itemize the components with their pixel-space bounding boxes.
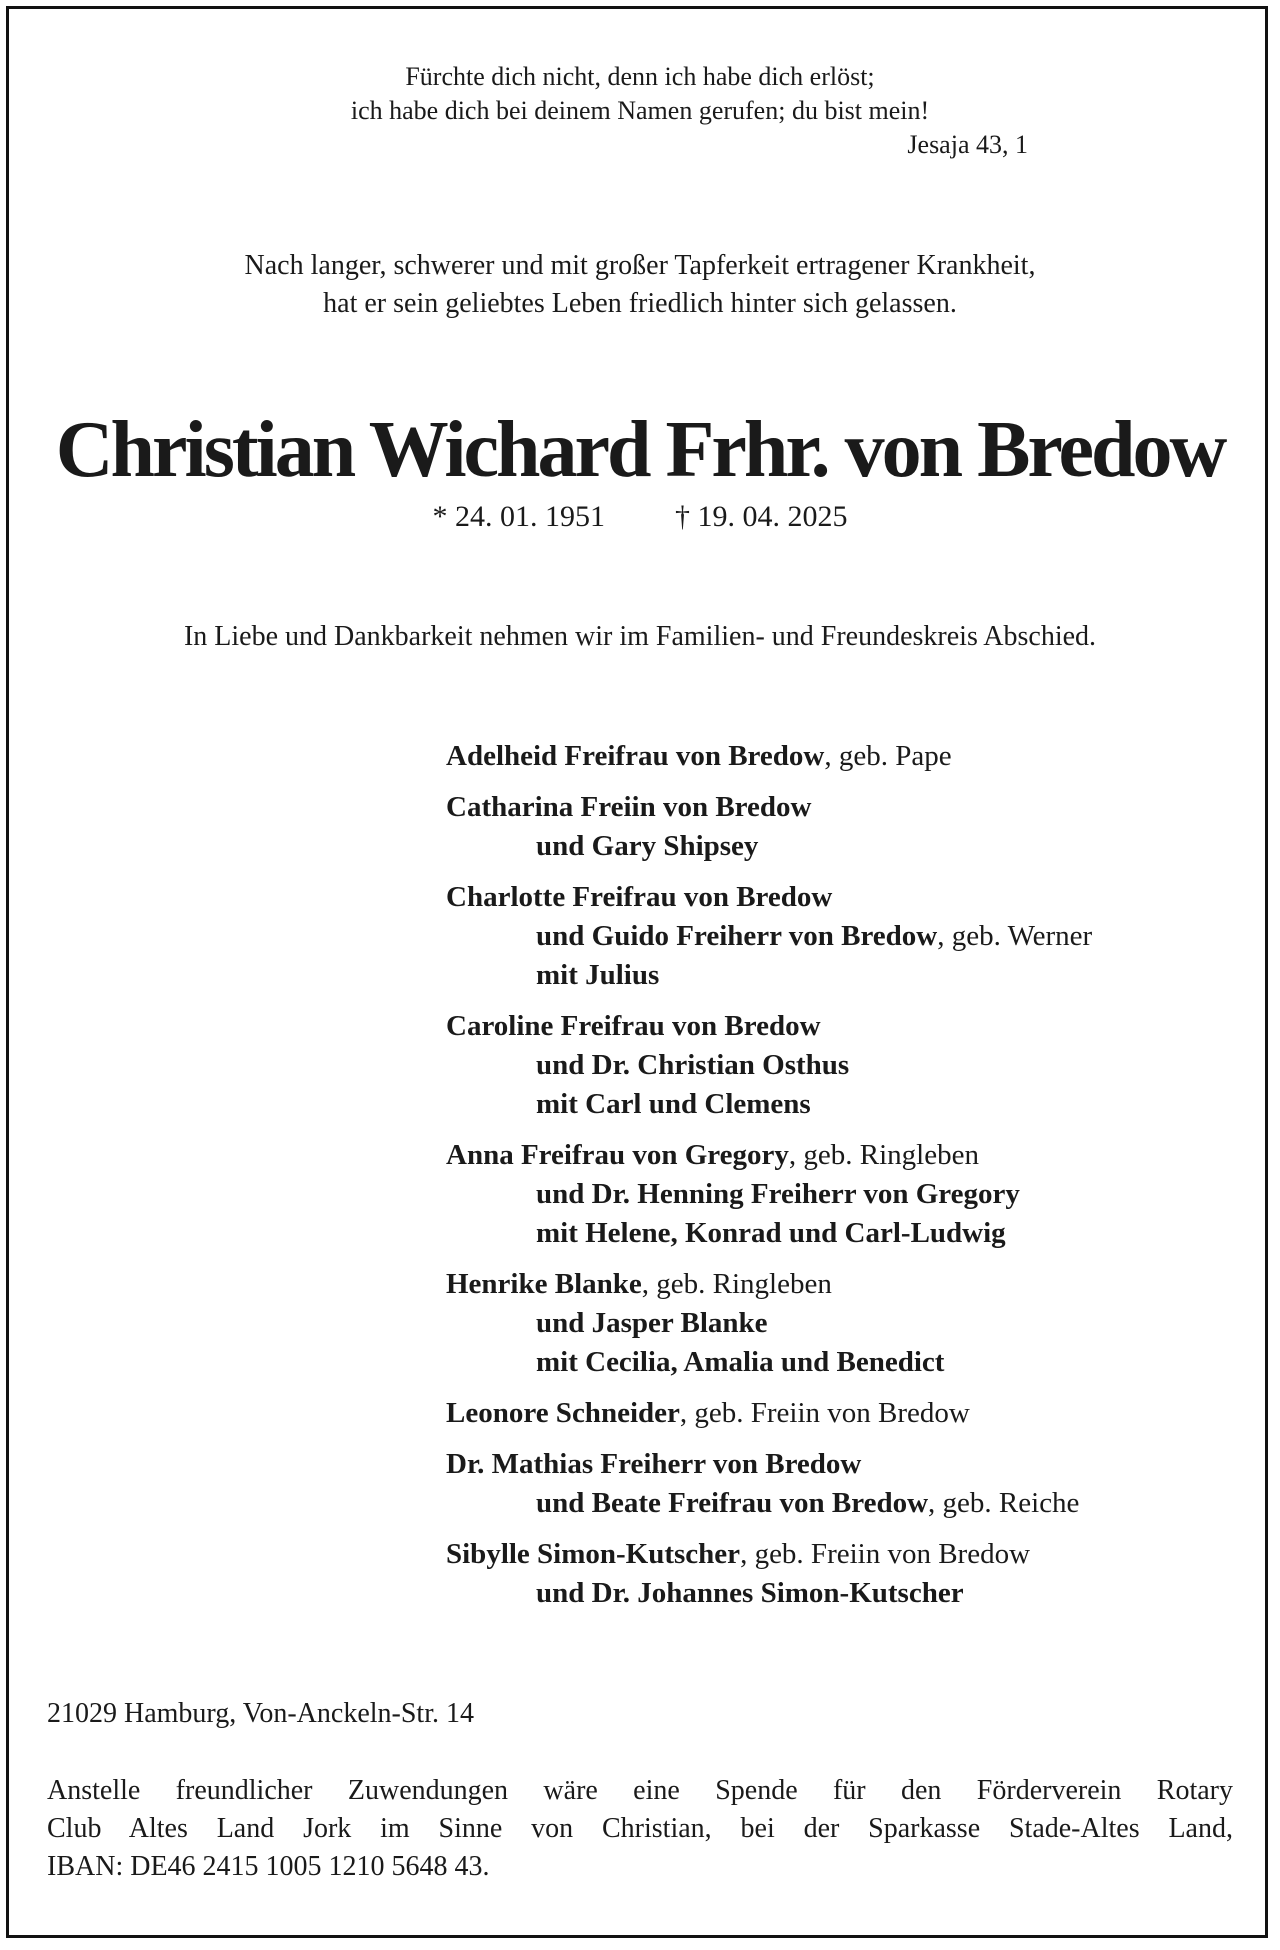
family-group bbox=[446, 1445, 1246, 1523]
intro-text bbox=[0, 247, 1280, 323]
family-list bbox=[446, 737, 1246, 1625]
family-group bbox=[446, 1394, 1246, 1433]
family-member-line bbox=[446, 1175, 1246, 1214]
family-member-name: mit Cecilia, Amalia und Benedict bbox=[536, 1346, 945, 1378]
family-member-note: , geb. Pape bbox=[824, 740, 952, 772]
donation-line-2: Club Altes Land Jork im Sinne von Christian, bei der Sparkasse Stade-Altes Land, bbox=[47, 1813, 1233, 1844]
family-group bbox=[446, 788, 1246, 866]
verse-line-1: Fürchte dich nicht, denn ich habe dich erlöst; bbox=[405, 62, 875, 91]
family-member-note: , geb. Werner bbox=[937, 920, 1093, 952]
family-member-line bbox=[446, 917, 1246, 956]
family-member-line bbox=[446, 737, 1246, 776]
family-member-line bbox=[446, 1136, 1246, 1175]
family-member-name: Dr. Mathias Freiherr von Bredow bbox=[446, 1448, 862, 1480]
donation-line-1: Anstelle freundlicher Zuwendungen wäre eine Spende für den Förderverein Rotary bbox=[47, 1775, 1233, 1806]
donation-line-3: IBAN: DE46 2415 1005 1210 5648 43. bbox=[47, 1851, 490, 1882]
family-member-name: Anna Freifrau von Gregory bbox=[446, 1139, 789, 1171]
family-member-line bbox=[446, 1394, 1246, 1433]
family-group bbox=[446, 1265, 1246, 1382]
family-member-line bbox=[446, 1535, 1246, 1574]
family-member-name: Sibylle Simon-Kutscher bbox=[446, 1538, 741, 1570]
farewell-text: In Liebe und Dankbarkeit nehmen wir im Familien- und Freundeskreis Abschied. bbox=[183, 621, 1097, 652]
family-member-name: Charlotte Freifrau von Bredow bbox=[446, 881, 833, 913]
verse-reference: Jesaja 43, 1 bbox=[907, 130, 1028, 159]
family-member-name: Caroline Freifrau von Bredow bbox=[446, 1010, 821, 1042]
family-group bbox=[446, 878, 1246, 995]
family-member-note: , geb. Ringleben bbox=[641, 1268, 832, 1300]
verse-line-2: ich habe dich bei deinem Namen gerufen; du bist mein! bbox=[350, 96, 930, 125]
family-member-name: und Guido Freiherr von Bredow bbox=[536, 920, 938, 952]
address: 21029 Hamburg, Von-Anckeln-Str. 14 bbox=[47, 1698, 474, 1729]
family-member-name: mit Carl und Clemens bbox=[536, 1088, 811, 1120]
family-member-name: und Jasper Blanke bbox=[536, 1307, 768, 1339]
family-group bbox=[446, 1007, 1246, 1124]
deceased-name: Christian Wichard Frhr. von Bredow bbox=[55, 406, 1225, 494]
family-group bbox=[446, 1136, 1246, 1253]
family-member-name: Leonore Schneider bbox=[446, 1397, 680, 1429]
family-member-name: und Dr. Christian Osthus bbox=[536, 1049, 850, 1081]
family-member-name: und Gary Shipsey bbox=[536, 830, 759, 862]
family-member-line bbox=[446, 878, 1246, 917]
family-member-note: , geb. Ringleben bbox=[788, 1139, 979, 1171]
family-member-line bbox=[446, 1085, 1246, 1124]
donation-note bbox=[47, 1772, 1233, 1886]
family-member-line bbox=[446, 1304, 1246, 1343]
family-member-line bbox=[446, 1484, 1246, 1523]
family-group bbox=[446, 737, 1246, 776]
birth-date: * 24. 01. 1951 bbox=[432, 500, 605, 533]
family-member-name: Catharina Freiin von Bredow bbox=[446, 791, 812, 823]
bible-verse bbox=[0, 60, 1280, 162]
family-member-line bbox=[446, 1214, 1246, 1253]
family-member-line bbox=[446, 788, 1246, 827]
family-member-line bbox=[446, 1265, 1246, 1304]
family-member-note: , geb. Freiin von Bredow bbox=[679, 1397, 970, 1429]
family-member-line bbox=[446, 1007, 1246, 1046]
life-dates bbox=[0, 497, 1280, 537]
family-member-note: , geb. Reiche bbox=[928, 1487, 1080, 1519]
family-member-name: Adelheid Freifrau von Bredow bbox=[446, 740, 825, 772]
family-member-line bbox=[446, 1445, 1246, 1484]
family-member-line bbox=[446, 1343, 1246, 1382]
family-member-note: , geb. Freiin von Bredow bbox=[740, 1538, 1031, 1570]
family-member-line bbox=[446, 956, 1246, 995]
family-group bbox=[446, 1535, 1246, 1613]
family-member-line bbox=[446, 1046, 1246, 1085]
intro-line-2: hat er sein geliebtes Leben friedlich hinter sich gelassen. bbox=[323, 288, 957, 319]
family-member-name: Henrike Blanke bbox=[446, 1268, 642, 1300]
family-member-name: mit Helene, Konrad und Carl-Ludwig bbox=[536, 1217, 1006, 1249]
family-member-name: und Beate Freifrau von Bredow bbox=[536, 1487, 929, 1519]
family-member-name: mit Julius bbox=[536, 959, 660, 991]
family-member-name: und Dr. Henning Freiherr von Gregory bbox=[536, 1178, 1020, 1210]
intro-line-1: Nach langer, schwerer und mit großer Tapferkeit ertragener Krankheit, bbox=[244, 250, 1036, 281]
family-member-line bbox=[446, 827, 1246, 866]
death-date: † 19. 04. 2025 bbox=[675, 500, 848, 533]
family-member-line bbox=[446, 1574, 1246, 1613]
family-member-name: und Dr. Johannes Simon-Kutscher bbox=[536, 1577, 964, 1609]
